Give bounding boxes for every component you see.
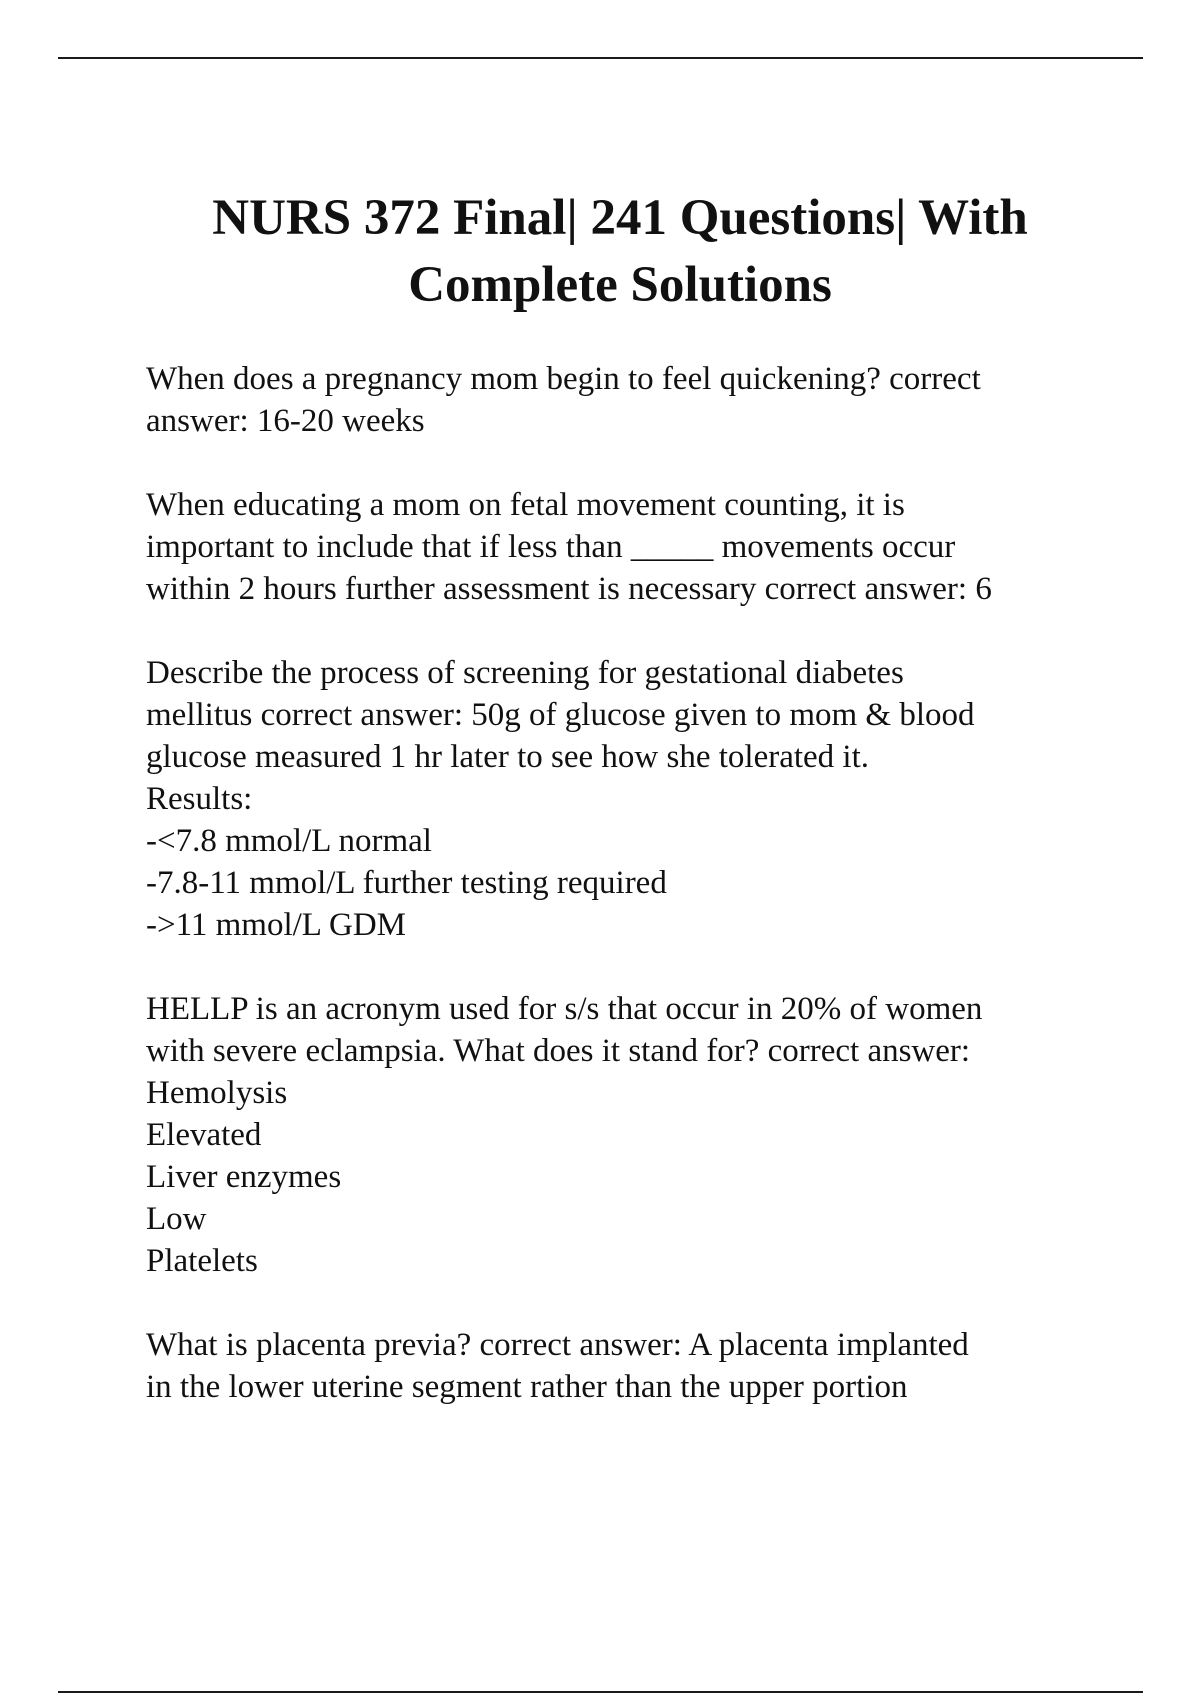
text-line: Low xyxy=(146,1201,207,1237)
top-rule xyxy=(58,57,1143,59)
document-body xyxy=(146,358,1156,1450)
title-line: Complete Solutions xyxy=(408,257,832,313)
text-line: Hemolysis xyxy=(146,1075,288,1111)
text-line: mellitus correct answer: 50g of glucose given to mom & blood xyxy=(146,697,975,733)
text-line: Results: xyxy=(146,781,253,817)
text-line: -<7.8 mmol/L normal xyxy=(146,823,432,859)
text-line: important to include that if less than _____ movements occur xyxy=(146,529,956,565)
text-line: with severe eclampsia. What does it stand for? correct answer: xyxy=(146,1033,971,1069)
text-line: When does a pregnancy mom begin to feel quickening? correct xyxy=(146,361,981,397)
text-line: Platelets xyxy=(146,1243,258,1279)
text-line: What is placenta previa? correct answer: A placenta implanted xyxy=(146,1327,969,1363)
qa-entry-gdm-screening xyxy=(146,652,1156,946)
text-line: Liver enzymes xyxy=(146,1159,342,1195)
qa-entry-quickening xyxy=(146,358,1156,442)
text-line: answer: 16-20 weeks xyxy=(146,403,425,439)
text-line: -7.8-11 mmol/L further testing required xyxy=(146,865,667,901)
qa-entry-placenta-previa xyxy=(146,1324,1156,1408)
text-line: Elevated xyxy=(146,1117,262,1153)
qa-entry-hellp xyxy=(146,988,1156,1282)
qa-entry-fetal-movement xyxy=(146,484,1156,610)
text-line: When educating a mom on fetal movement counting, it is xyxy=(146,487,905,523)
text-line: glucose measured 1 hr later to see how she tolerated it. xyxy=(146,739,870,775)
document-title xyxy=(100,185,1140,319)
text-line: HELLP is an acronym used for s/s that occur in 20% of women xyxy=(146,991,983,1027)
bottom-rule xyxy=(58,1691,1143,1693)
text-line: within 2 hours further assessment is necessary correct answer: 6 xyxy=(146,571,992,607)
text-line: Describe the process of screening for gestational diabetes xyxy=(146,655,904,691)
title-line: NURS 372 Final| 241 Questions| With xyxy=(212,190,1028,246)
text-line: in the lower uterine segment rather than the upper portion xyxy=(146,1369,908,1405)
text-line: ->11 mmol/L GDM xyxy=(146,907,406,943)
